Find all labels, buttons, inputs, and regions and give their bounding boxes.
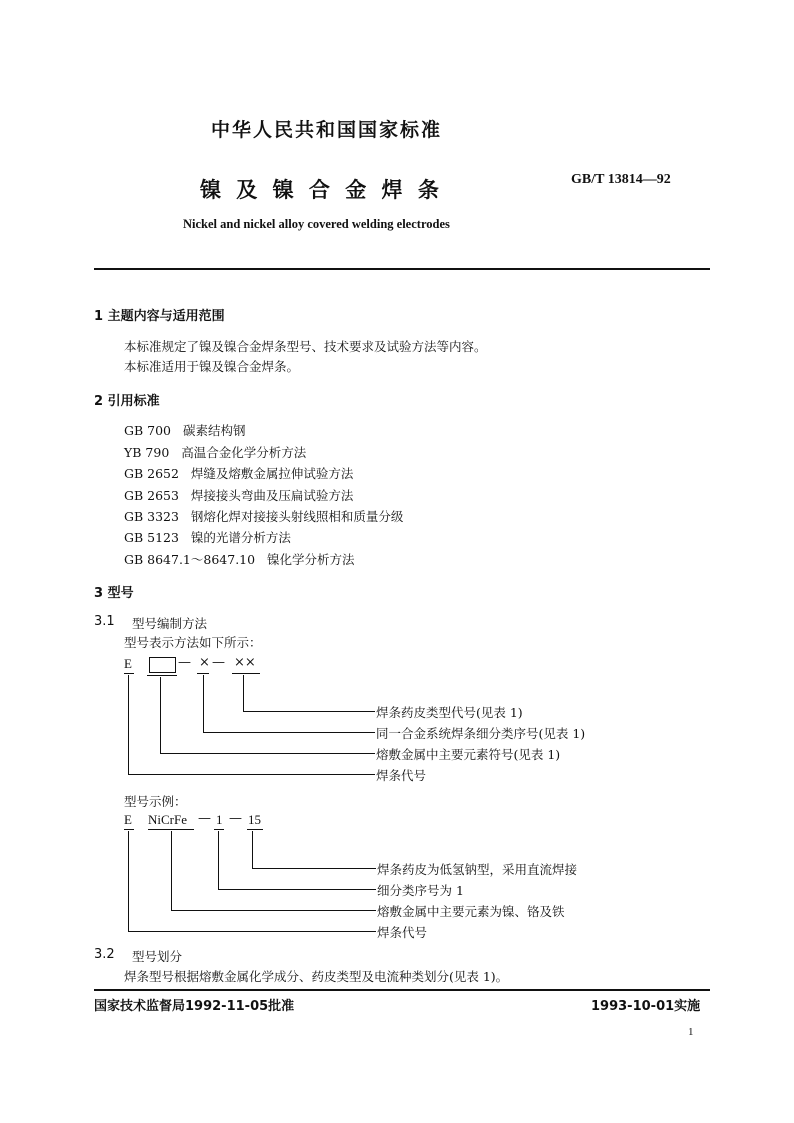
document-title-cn: 镍 及 镍 合 金 焊 条 — [200, 178, 443, 202]
scheme-dash: — — [212, 655, 225, 670]
reference-title: 钢熔化焊对接接头射线照相和质量分级 — [190, 509, 404, 524]
section-1-paragraph: 本标准适用于镍及镍合金焊条。 — [124, 359, 300, 374]
reference-title: 碳素结构钢 — [182, 423, 246, 438]
example-e: E — [124, 812, 132, 827]
leader-line — [160, 677, 161, 753]
reference-title: 高温合金化学分析方法 — [181, 445, 307, 460]
underline — [124, 829, 134, 830]
leader-line — [252, 831, 253, 868]
example-number: 1 — [216, 812, 223, 827]
reference-item — [124, 507, 403, 525]
leader-line — [243, 675, 244, 711]
example-element: NiCrFe — [148, 812, 187, 827]
scheme-e: E — [124, 656, 132, 671]
underline — [232, 673, 260, 674]
section-3-1-number: 3.1 — [94, 614, 115, 629]
example-code: 15 — [248, 812, 261, 827]
leader-line — [160, 753, 375, 754]
section-3-1-title: 型号编制方法 — [132, 616, 208, 631]
reference-item — [124, 443, 306, 461]
example-dash: — — [198, 811, 211, 826]
scheme-xx: ×× — [234, 655, 256, 670]
underline — [124, 673, 134, 674]
leader-line — [218, 831, 219, 889]
section-3-2-number: 3.2 — [94, 947, 115, 962]
reference-title: 焊接接头弯曲及压扁试验方法 — [190, 488, 354, 503]
underline — [214, 829, 224, 830]
leader-line — [243, 711, 375, 712]
example-label: 熔敷金属中主要元素为镍、铬及铁 — [377, 904, 565, 919]
leader-line — [128, 931, 376, 932]
reference-item — [124, 464, 353, 482]
example-label: 细分类序号为 1 — [377, 883, 464, 898]
leader-line — [128, 774, 375, 775]
underline — [147, 675, 177, 676]
section-3-heading: 3 型号 — [94, 586, 134, 601]
section-3-2-title: 型号划分 — [132, 949, 183, 964]
example-label: 焊条代号 — [377, 925, 428, 940]
scheme-label: 同一合金系统焊条细分类序号(见表 1) — [376, 726, 586, 741]
section-1-heading: 1 主题内容与适用范围 — [94, 309, 225, 324]
element-symbol-box — [149, 657, 176, 673]
leader-line — [218, 889, 376, 890]
reference-title: 镍化学分析方法 — [267, 552, 355, 567]
leader-line — [252, 868, 376, 869]
standard-code: GB/T 13814—92 — [571, 172, 671, 187]
reference-code: GB 700 — [124, 423, 172, 438]
country-standard-title: 中华人民共和国国家标准 — [211, 119, 443, 141]
scheme-intro: 型号表示方法如下所示： — [124, 635, 262, 650]
underline — [247, 829, 263, 830]
leader-line — [128, 675, 129, 774]
scheme-x: × — [199, 655, 210, 670]
scheme-label: 焊条代号 — [376, 768, 427, 783]
page-number: 1 — [688, 1026, 694, 1038]
reference-code: GB 2653 — [124, 488, 179, 503]
reference-code: GB 2652 — [124, 466, 179, 481]
reference-item — [124, 550, 355, 568]
approval-line: 国家技术监督局1992-11-05批准 — [94, 999, 295, 1014]
leader-line — [203, 675, 204, 732]
example-label: 焊条药皮为低氢钠型，采用直流焊接 — [377, 862, 578, 877]
example-dash: — — [229, 811, 242, 826]
reference-code: GB 3323 — [124, 509, 179, 524]
reference-item — [124, 421, 245, 439]
scheme-dash: — — [178, 655, 191, 670]
header-rule — [94, 268, 710, 270]
example-intro: 型号示例： — [124, 794, 187, 809]
reference-title: 焊缝及熔敷金属拉伸试验方法 — [190, 466, 354, 481]
underline — [197, 673, 209, 674]
underline — [148, 829, 194, 830]
scheme-label: 熔敷金属中主要元素符号(见表 1) — [376, 747, 561, 762]
section-1-paragraph: 本标准规定了镍及镍合金焊条型号、技术要求及试验方法等内容。 — [124, 339, 487, 354]
footer-rule — [94, 989, 710, 991]
effective-date: 1993-10-01实施 — [591, 999, 701, 1014]
section-3-2-text: 焊条型号根据熔敷金属化学成分、药皮类型及电流种类划分(见表 1)。 — [124, 969, 509, 984]
leader-line — [128, 831, 129, 931]
reference-code: GB 8647.1～8647.10 — [124, 552, 256, 567]
reference-title: 镍的光谱分析方法 — [190, 530, 291, 545]
scheme-label: 焊条药皮类型代号(见表 1) — [376, 705, 523, 720]
reference-item — [124, 528, 291, 546]
leader-line — [171, 910, 376, 911]
document-title-en: Nickel and nickel alloy covered welding electrodes — [183, 217, 450, 231]
section-2-heading: 2 引用标准 — [94, 394, 160, 409]
reference-item — [124, 486, 353, 504]
reference-code: YB 790 — [124, 445, 170, 460]
leader-line — [171, 831, 172, 910]
reference-code: GB 5123 — [124, 530, 179, 545]
leader-line — [203, 732, 375, 733]
